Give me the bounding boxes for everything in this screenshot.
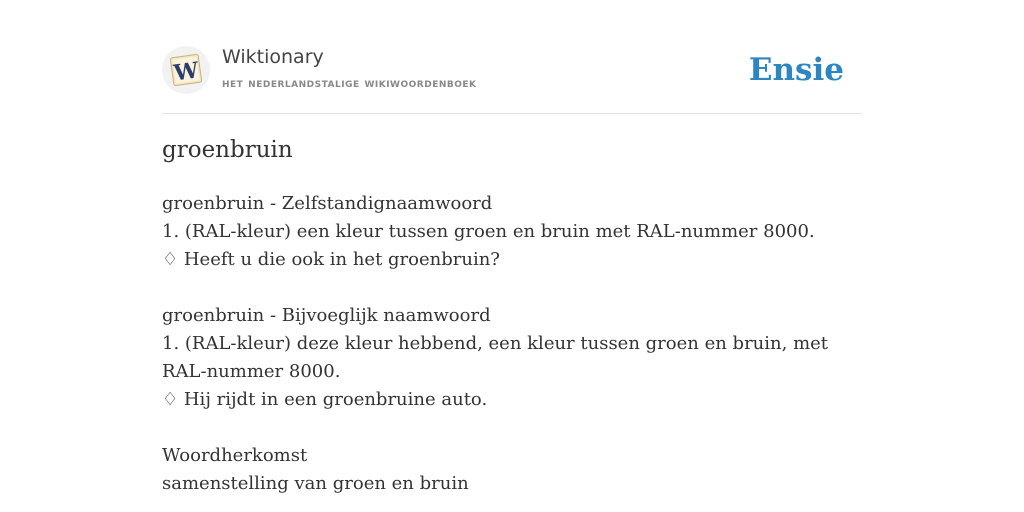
svg-text:W: W [172,57,201,87]
entry-content [162,190,842,498]
site-name[interactable]: Wiktionary [222,46,324,68]
entry-example: ♢ Hij rijdt in een groenbruine auto. [162,389,488,410]
etymology-text: samenstelling van groen en bruin [162,473,469,494]
site-tagline: het nederlandstalige wikiwoordenboek [222,75,477,90]
wiktionary-logo-icon[interactable] [162,46,210,94]
ensie-brand-logo[interactable]: Ensie [748,52,844,88]
entry-definition: 1. (RAL-kleur) een kleur tussen groen en bruin met RAL-nummer 8000. [162,221,815,242]
header-divider [162,113,862,114]
entry-definition: 1. (RAL-kleur) deze kleur hebbend, een kleur tussen groen en bruin, met RAL-nummer 8000. [162,333,829,382]
entry-heading: groenbruin - Bijvoeglijk naamwoord [162,305,491,326]
etymology-heading: Woordherkomst [162,445,308,466]
page-title: groenbruin [162,137,293,163]
spacer [162,414,842,442]
spacer [162,274,842,302]
entry-heading: groenbruin - Zelfstandignaamwoord [162,193,493,214]
entry-example: ♢ Heeft u die ook in het groenbruin? [162,249,500,270]
